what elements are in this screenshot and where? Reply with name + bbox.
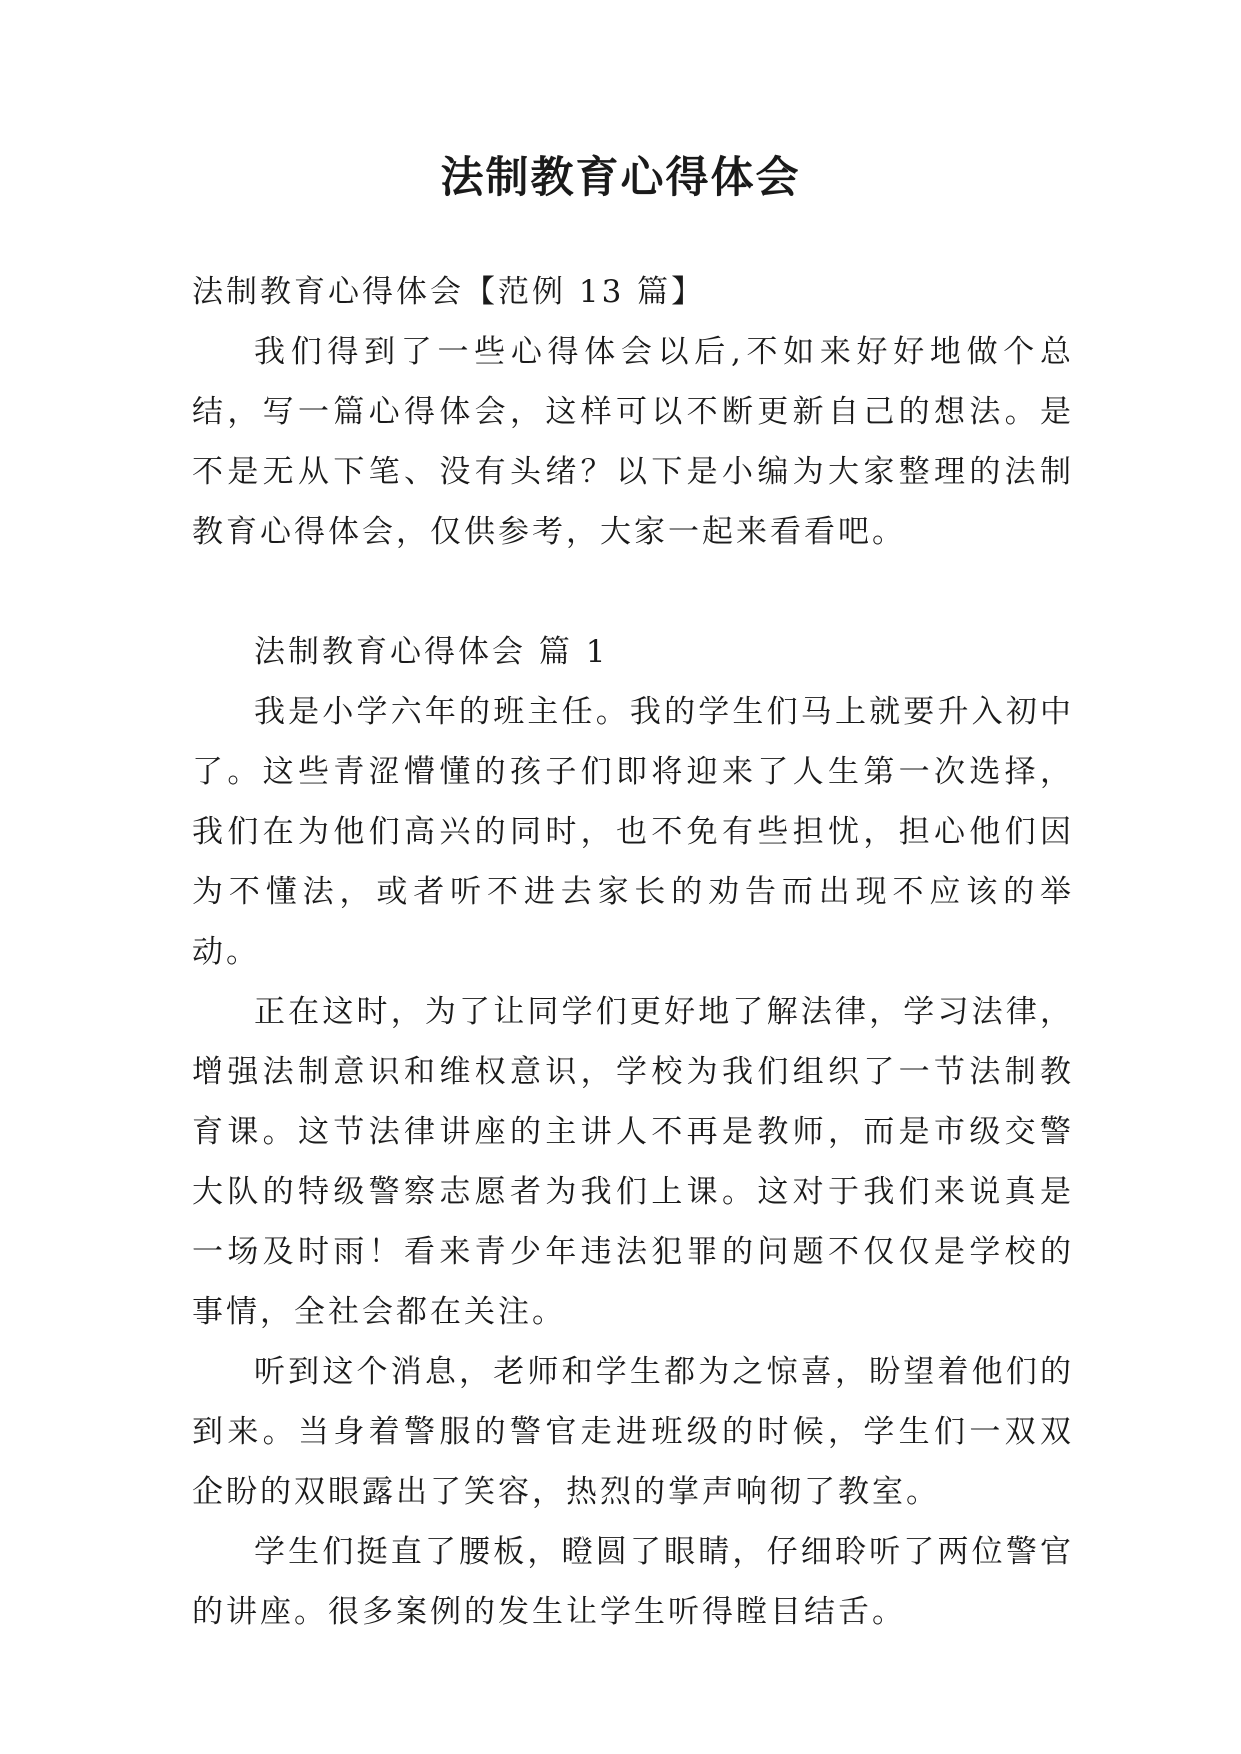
document-subtitle: 法制教育心得体会【范例 13 篇】: [192, 274, 706, 310]
body-paragraph: 正在这时，为了让同学们更好地了解法律，学习法律，增强法制意识和维权意识，学校为我们组织了一节法制教育课。这节法律讲座的主讲人不再是教师，而是市级交警大队的特级警察志愿者为我们上课。这对于我们来说真是一场及时雨！看来青少年违法犯罪的问题不仅仅是学校的事情，全社会都在关注。: [192, 994, 1074, 1330]
section-heading: 法制教育心得体会 篇 1: [254, 634, 609, 670]
intro-paragraph: 我们得到了一些心得体会以后,不如来好好地做个总结，写一篇心得体会，这样可以不断更新自己的想法。是不是无从下笔、没有头绪？以下是小编为大家整理的法制教育心得体会，仅供参考，大家一起来看看吧。: [192, 334, 1074, 550]
body-paragraph: 我是小学六年的班主任。我的学生们马上就要升入初中了。这些青涩懵懂的孩子们即将迎来了人生第一次选择，我们在为他们高兴的同时，也不免有些担忧，担心他们因为不懂法，或者听不进去家长的劝告而出现不应该的举动。: [192, 694, 1074, 970]
body-paragraph: 听到这个消息，老师和学生都为之惊喜，盼望着他们的到来。当身着警服的警官走进班级的时候，学生们一双双企盼的双眼露出了笑容，热烈的掌声响彻了教室。: [192, 1354, 1074, 1510]
document-body: [192, 262, 1074, 1642]
document-title: 法制教育心得体会: [440, 153, 801, 203]
body-paragraph: 学生们挺直了腰板，瞪圆了眼睛，仔细聆听了两位警官的讲座。很多案例的发生让学生听得瞠目结舌。: [192, 1534, 1074, 1630]
